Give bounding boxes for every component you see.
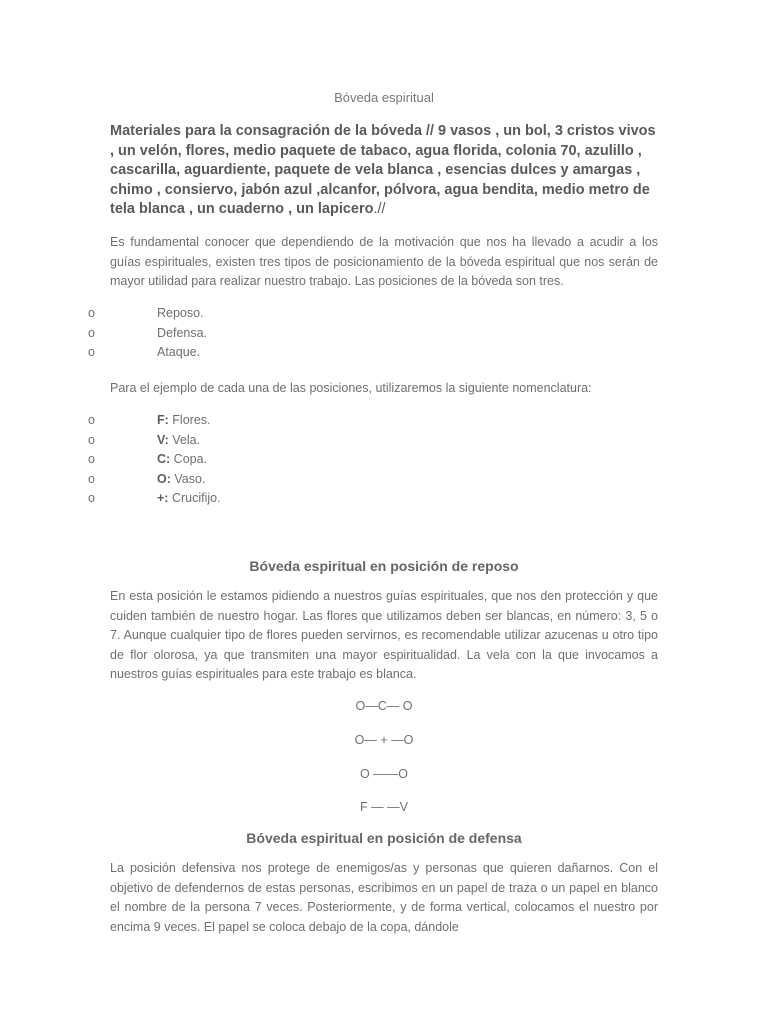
list-item [0, 304, 768, 324]
list-item-text [157, 411, 211, 431]
materials-text: Materiales para la consagración de la bóveda // 9 vasos , un bol, 3 cristos vivos , un velón, flores, medio paquete de tabaco, agua florida, colonia 70, azulillo , cascarilla, aguardiente, paquete de vela blanca , esencias dulces y amargas , chimo , consiervo, jabón azul ,alcanfor, pólvora, agua bendita, medio metro de tela blanca , un cuaderno , un lapicero [110, 123, 656, 217]
list-item [0, 324, 768, 344]
nomenclature-intro: Para el ejemplo de cada una de las posiciones, utilizaremos la siguiente nomenclatura: [110, 381, 592, 395]
list-item-text: Ataque. [157, 345, 201, 359]
section-heading-defensa: Bóveda espiritual en posición de defensa [246, 830, 522, 846]
list-item-text [157, 431, 200, 451]
intro-paragraph: Es fundamental conocer que dependiendo de la motivación que nos ha llevado a acudir a los guías espirituales, existen tres tipos de posicionamiento de la bóveda espiritual que nos serán de mayor utilidad para realizar nuestro trabajo. Las posiciones de la bóveda son tres. [110, 235, 658, 288]
list-item [0, 489, 768, 509]
list-item [0, 411, 768, 431]
list-item-text: Reposo. [157, 306, 204, 320]
list-item [0, 450, 768, 470]
positions-list [0, 304, 768, 363]
list-item-value: Crucifijo. [168, 491, 221, 505]
list-item-key: O: [157, 471, 171, 486]
list-item-key: V: [157, 432, 169, 447]
bullet: o [88, 345, 95, 359]
nomenclature-list [0, 411, 768, 509]
list-item-key: F: [157, 413, 169, 427]
list-item-value: Vaso. [170, 471, 206, 486]
list-item-key: +: [157, 491, 169, 505]
defensa-paragraph: La posición defensiva nos protege de enemigos/as y personas que quieren dañarnos. Con el objetivo de defendernos de estas personas, escribimos en un papel de traza o un papel en blanco el nombre de la persona 7 veces. Posteriormente, y de forma vertical, colocamos el nuestro por encima 9 veces. El papel se coloca debajo de la copa, dándole [110, 861, 658, 934]
bullet: o [88, 471, 95, 486]
list-item [0, 470, 768, 490]
list-item-value: Flores. [168, 413, 211, 427]
list-item-key: C: [157, 452, 171, 466]
list-item-text: Defensa. [157, 325, 208, 340]
list-item-value: Copa. [170, 452, 208, 466]
diagram-line: O ——O [360, 767, 408, 781]
bullet: o [88, 413, 95, 427]
bullet: o [88, 452, 95, 466]
materials-tail: .// [373, 201, 386, 217]
section-heading-reposo: Bóveda espiritual en posición de reposo [249, 558, 519, 574]
bullet: o [88, 325, 95, 340]
materials-paragraph [110, 122, 660, 220]
list-item-text [157, 450, 207, 470]
bullet: o [88, 306, 95, 320]
diagram-line: F — —V [360, 800, 408, 814]
list-item-value: Vela. [168, 432, 201, 447]
diagram-line: O— + —O [354, 733, 414, 747]
reposo-paragraph: En esta posición le estamos pidiendo a nuestros guías espirituales, que nos den protección y que cuiden también de nuestro hogar. Las flores que utilizamos deben ser blancas, en número: 3, 5 o 7. Aunque cualquier tipo de flores pueden servirnos, es recomendable utilizar azucenas u otro tipo de flor olorosa, ya que transmiten una mayor espiritualidad. La vela con la que invocamos a nuestros guías espirituales para este trabajo es blanca. [110, 589, 658, 681]
document-title: Bóveda espiritual [334, 90, 434, 105]
bullet: o [88, 491, 95, 505]
list-item [0, 431, 768, 451]
list-item-text [157, 489, 221, 509]
list-item-text [157, 470, 205, 490]
bullet: o [88, 432, 95, 447]
diagram-line: O—C— O [355, 699, 413, 713]
list-item [0, 343, 768, 363]
